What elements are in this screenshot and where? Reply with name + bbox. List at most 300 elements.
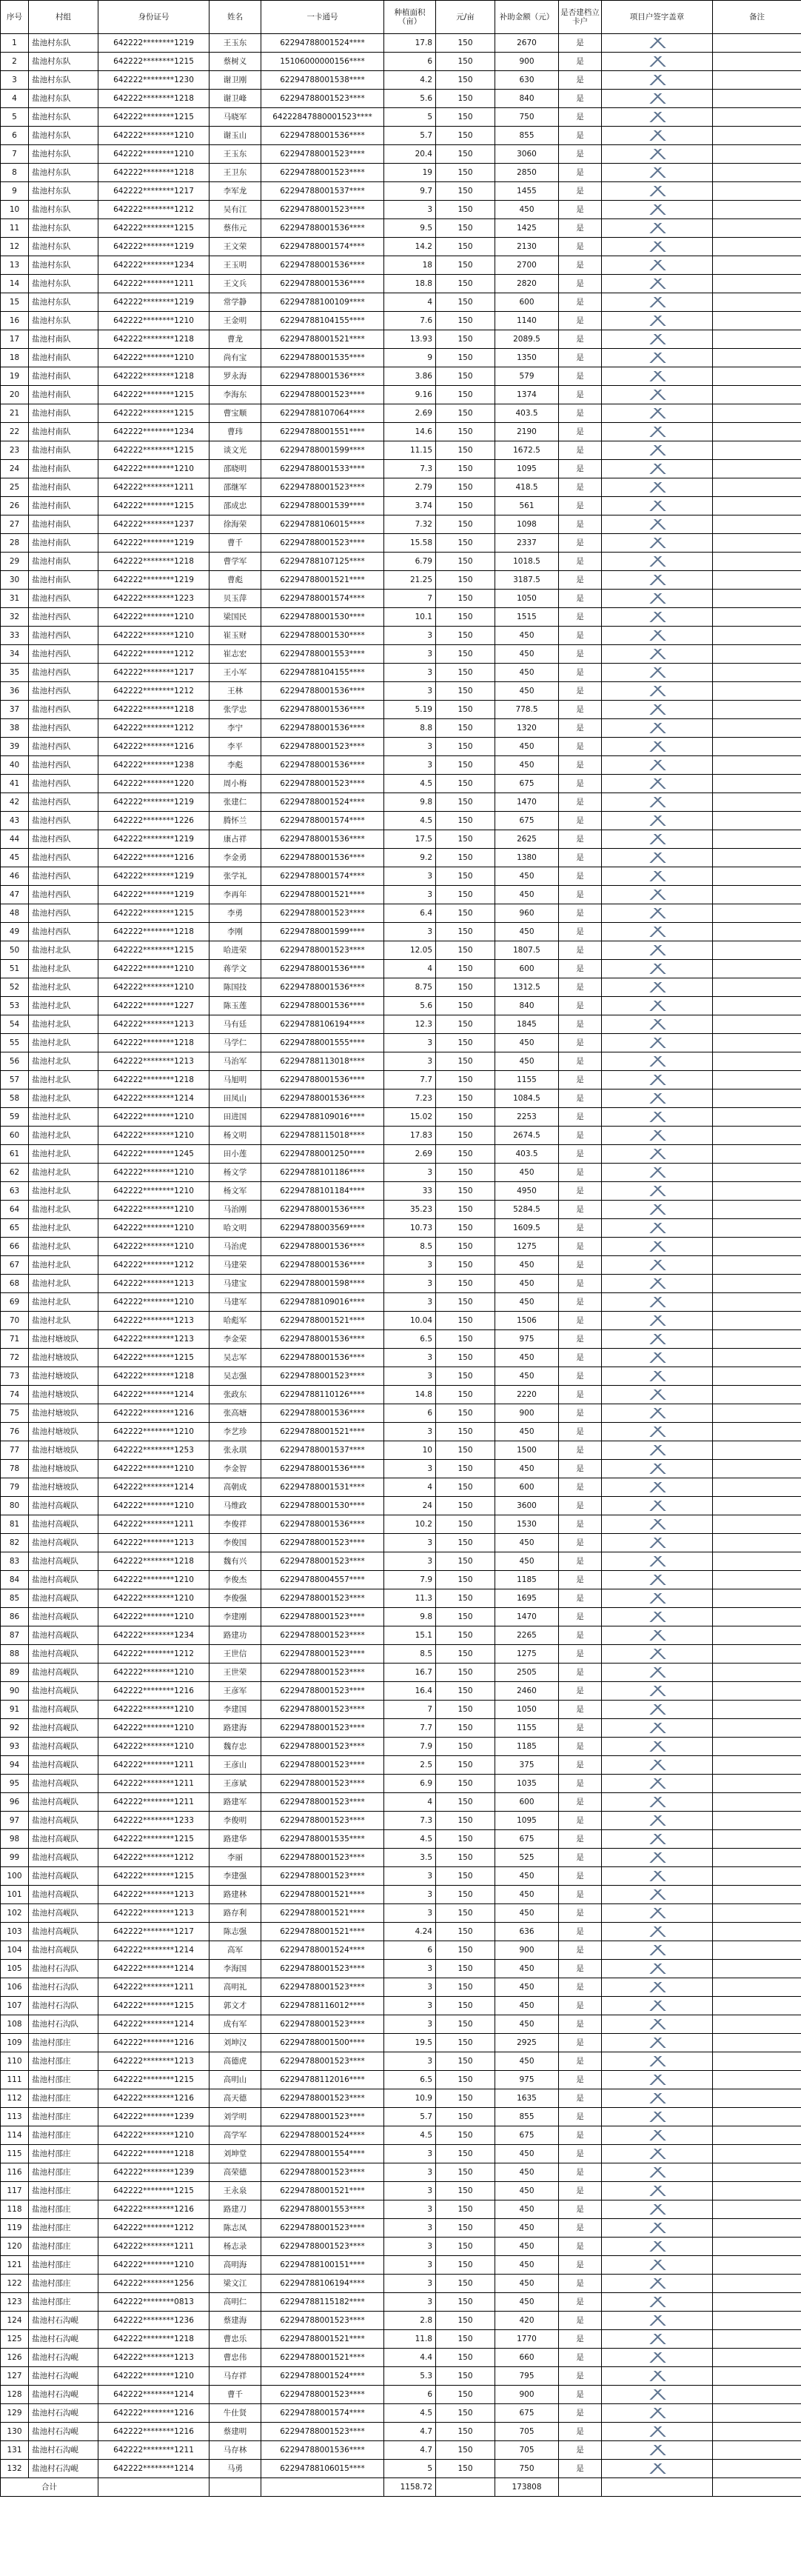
planting-area-cell: 16.4 [384,1682,436,1701]
row-index-cell: 53 [1,997,29,1015]
planting-area-cell: 3 [384,1367,436,1386]
handwritten-signature-mark [648,1112,666,1122]
subsidy-amount-cell: 975 [495,2071,559,2089]
row-index-cell: 68 [1,1275,29,1293]
village-group-cell: 盐池村北队 [29,1071,98,1090]
id-number-cell: 642222********1215 [98,2182,210,2200]
row-index-cell: 33 [1,627,29,645]
unit-price-cell: 150 [436,349,495,367]
unit-price-cell: 150 [436,812,495,830]
subsidy-amount-cell: 1609.5 [495,1219,559,1238]
poverty-registered-cell: 是 [559,1404,602,1423]
id-number-cell: 642222********1215 [98,441,210,460]
handwritten-signature-mark [648,1019,666,1030]
signature-cell [602,1682,713,1701]
handwritten-signature-mark [648,445,666,456]
subsidy-amount-cell: 2700 [495,256,559,275]
table-row [1,312,801,330]
id-number-cell: 642222********1210 [98,1423,210,1441]
handwritten-signature-mark [648,871,666,881]
village-group-cell: 盐池村东队 [29,71,98,90]
village-group-cell: 盐池村石沟岘 [29,2423,98,2441]
poverty-registered-cell: 是 [559,2108,602,2126]
signature-cell [602,2367,713,2386]
unit-price-cell: 150 [436,71,495,90]
id-number-cell: 642222********1215 [98,904,210,923]
unit-price-cell: 150 [436,275,495,293]
table-row [1,441,801,460]
planting-area-cell: 9.8 [384,1608,436,1626]
handwritten-signature-mark [648,371,666,381]
signature-cell [602,515,713,534]
id-number-cell: 642222********1216 [98,1404,210,1423]
unit-price-cell: 150 [436,2293,495,2312]
signature-cell [602,1238,713,1256]
table-row [1,960,801,978]
handwritten-signature-mark [648,2315,666,2326]
card-number-cell: 62294788001523**** [261,2312,384,2330]
handwritten-signature-mark [648,556,666,567]
village-group-cell: 盐池村南队 [29,330,98,349]
table-row [1,1793,801,1812]
village-group-cell: 盐池村塘坡队 [29,1423,98,1441]
handwritten-signature-mark [648,2056,666,2066]
unit-price-cell: 150 [436,2404,495,2423]
total-blank-cell [559,2478,602,2497]
poverty-registered-cell: 是 [559,1867,602,1886]
remarks-cell [713,53,801,71]
remarks-cell [713,2015,801,2034]
poverty-registered-cell: 是 [559,182,602,201]
id-number-cell: 642222********1210 [98,312,210,330]
signature-cell [602,1052,713,1071]
village-group-cell: 盐池村西队 [29,849,98,867]
row-index-cell: 60 [1,1127,29,1145]
table-row [1,775,801,793]
id-number-cell: 642222********1215 [98,1830,210,1849]
table-row [1,2293,801,2312]
name-cell: 曹千 [210,2386,261,2404]
table-row [1,867,801,886]
table-row [1,1812,801,1830]
unit-price-cell: 150 [436,534,495,553]
unit-price-cell: 150 [436,2349,495,2367]
remarks-cell [713,886,801,904]
unit-price-cell: 150 [436,145,495,164]
id-number-cell: 642222********1210 [98,1108,210,1127]
poverty-registered-cell: 是 [559,1515,602,1534]
card-number-cell: 62294788001523**** [261,145,384,164]
remarks-cell [713,1645,801,1664]
id-number-cell: 642222********1214 [98,2386,210,2404]
card-number-cell: 62294788001521**** [261,1886,384,1904]
id-number-cell: 642222********1210 [98,2256,210,2275]
signature-cell [602,460,713,478]
subsidy-amount-cell: 450 [495,923,559,941]
subsidy-amount-cell: 1035 [495,1775,559,1793]
table-row [1,145,801,164]
handwritten-signature-mark [648,1704,666,1715]
remarks-cell [713,960,801,978]
handwritten-signature-mark [648,612,666,622]
id-number-cell: 642222********1223 [98,590,210,608]
handwritten-signature-mark [648,1260,666,1270]
card-number-cell: 62294788001523**** [261,2423,384,2441]
unit-price-cell: 150 [436,1904,495,1923]
remarks-cell [713,1701,801,1719]
village-group-cell: 盐池村北队 [29,941,98,960]
remarks-cell [713,1386,801,1404]
planting-area-cell: 7.32 [384,515,436,534]
id-number-cell: 642222********1219 [98,571,210,590]
handwritten-signature-mark [648,1519,666,1529]
signature-cell [602,941,713,960]
name-cell: 杨志录 [210,2238,261,2256]
unit-price-cell: 150 [436,849,495,867]
row-index-cell: 115 [1,2145,29,2163]
planting-area-cell: 4.2 [384,71,436,90]
signature-cell [602,812,713,830]
id-number-cell: 642222********1212 [98,201,210,219]
card-number-cell: 15106000000156**** [261,53,384,71]
planting-area-cell: 3 [384,1423,436,1441]
subsidy-amount-cell: 1095 [495,1812,559,1830]
planting-area-cell: 5.7 [384,2108,436,2126]
unit-price-cell: 150 [436,2312,495,2330]
unit-price-cell: 150 [436,2089,495,2108]
unit-price-cell: 150 [436,2182,495,2200]
signature-cell [602,441,713,460]
village-group-cell: 盐池村北队 [29,1164,98,1182]
handwritten-signature-mark [648,2241,666,2252]
unit-price-cell: 150 [436,1127,495,1145]
village-group-cell: 盐池村石沟队 [29,1997,98,2015]
poverty-registered-cell: 是 [559,849,602,867]
handwritten-signature-mark [648,1464,666,1474]
card-number-cell: 64222847880001523**** [261,108,384,127]
name-cell: 蒋学文 [210,960,261,978]
remarks-cell [713,1682,801,1701]
remarks-cell [713,2293,801,2312]
remarks-cell [713,1182,801,1201]
subsidy-amount-cell: 450 [495,1534,559,1552]
id-number-cell: 642222********1214 [98,2015,210,2034]
signature-cell [602,2126,713,2145]
poverty-registered-cell: 是 [559,293,602,312]
handwritten-signature-mark [648,1667,666,1678]
row-index-cell: 22 [1,423,29,441]
subsidy-amount-cell: 636 [495,1923,559,1941]
id-number-cell: 642222********1234 [98,256,210,275]
id-number-cell: 642222********1211 [98,2441,210,2460]
subsidy-amount-cell: 2820 [495,275,559,293]
handwritten-signature-mark [648,1186,666,1196]
poverty-registered-cell: 是 [559,1997,602,2015]
remarks-cell [713,1349,801,1367]
poverty-registered-cell: 是 [559,1034,602,1052]
row-index-cell: 80 [1,1497,29,1515]
total-blank-cell [436,2478,495,2497]
name-cell: 王文荣 [210,238,261,256]
subsidy-amount-cell: 450 [495,2275,559,2293]
poverty-registered-cell: 是 [559,571,602,590]
handwritten-signature-mark [648,982,666,992]
poverty-registered-cell: 是 [559,2126,602,2145]
id-number-cell: 642222********1219 [98,238,210,256]
name-cell: 哈进荣 [210,941,261,960]
poverty-registered-cell: 是 [559,886,602,904]
card-number-cell: 62294788001523**** [261,386,384,404]
remarks-cell [713,127,801,145]
row-index-cell: 13 [1,256,29,275]
subsidy-amount-cell: 450 [495,2145,559,2163]
remarks-cell [713,2052,801,2071]
table-row [1,2034,801,2052]
unit-price-cell: 150 [436,867,495,886]
id-number-cell: 642222********1219 [98,867,210,886]
card-number-cell: 62294788001523**** [261,201,384,219]
id-number-cell: 642222********1213 [98,1052,210,1071]
planting-area-cell: 18.8 [384,275,436,293]
card-number-cell: 62294788003569**** [261,1219,384,1238]
id-number-cell: 642222********1219 [98,830,210,849]
village-group-cell: 盐池村东队 [29,219,98,238]
village-group-cell: 盐池村邵庄 [29,2200,98,2219]
row-index-cell: 4 [1,90,29,108]
table-row [1,886,801,904]
unit-price-cell: 150 [436,1867,495,1886]
table-row [1,164,801,182]
planting-area-cell: 2.8 [384,2312,436,2330]
subsidy-amount-cell: 450 [495,1460,559,1478]
subsidy-amount-cell: 450 [495,1960,559,1978]
village-group-cell: 盐池村邵庄 [29,2034,98,2052]
planting-area-cell: 14.6 [384,423,436,441]
village-group-cell: 盐池村塘坡队 [29,1460,98,1478]
poverty-registered-cell: 是 [559,2071,602,2089]
planting-area-cell: 7.9 [384,1571,436,1589]
poverty-registered-cell: 是 [559,1756,602,1775]
handwritten-signature-mark [648,927,666,937]
row-index-cell: 52 [1,978,29,997]
id-number-cell: 642222********1226 [98,812,210,830]
planting-area-cell: 6 [384,53,436,71]
remarks-cell [713,2256,801,2275]
name-cell: 路建刀 [210,2200,261,2219]
card-number-cell: 62294788001553**** [261,2200,384,2219]
unit-price-cell: 150 [436,571,495,590]
card-number-cell: 62294788001523**** [261,534,384,553]
signature-cell [602,2441,713,2460]
signature-cell [602,553,713,571]
remarks-cell [713,1330,801,1349]
row-index-cell: 20 [1,386,29,404]
handwritten-signature-mark [648,1889,666,1900]
card-number-cell: 62294788001536**** [261,682,384,701]
card-number-cell: 62294788001598**** [261,1275,384,1293]
signature-cell [602,2071,713,2089]
card-number-cell: 62294788001536**** [261,1515,384,1534]
id-number-cell: 642222********1218 [98,701,210,719]
table-row [1,904,801,923]
remarks-cell [713,1090,801,1108]
name-cell: 田小莲 [210,1145,261,1164]
table-row [1,1978,801,1997]
unit-price-cell: 150 [436,2126,495,2145]
subsidy-amount-cell: 450 [495,1904,559,1923]
table-row [1,664,801,682]
table-row [1,1182,801,1201]
planting-area-cell: 4 [384,1478,436,1497]
row-index-cell: 120 [1,2238,29,2256]
row-index-cell: 90 [1,1682,29,1701]
village-group-cell: 盐池村东队 [29,238,98,256]
village-group-cell: 盐池村北队 [29,1293,98,1312]
row-index-cell: 31 [1,590,29,608]
handwritten-signature-mark [648,1797,666,1807]
id-number-cell: 642222********1239 [98,2163,210,2182]
id-number-cell: 642222********1210 [98,460,210,478]
signature-cell [602,1515,713,1534]
subsidy-amount-cell: 450 [495,664,559,682]
unit-price-cell: 150 [436,1256,495,1275]
table-row [1,627,801,645]
remarks-cell [713,71,801,90]
unit-price-cell: 150 [436,1219,495,1238]
name-cell: 路建功 [210,1626,261,1645]
name-cell: 马晓军 [210,108,261,127]
subsidy-amount-cell: 1380 [495,849,559,867]
subsidy-amount-cell: 600 [495,1793,559,1812]
subsidy-amount-cell: 795 [495,2367,559,2386]
name-cell: 马治刚 [210,1201,261,1219]
remarks-cell [713,1052,801,1071]
subsidy-amount-cell: 1312.5 [495,978,559,997]
name-cell: 李刚 [210,923,261,941]
village-group-cell: 盐池村高岘队 [29,1812,98,1830]
id-number-cell: 642222********1214 [98,2460,210,2478]
subsidy-amount-cell: 1050 [495,590,559,608]
name-cell: 高荣德 [210,2163,261,2182]
row-index-cell: 105 [1,1960,29,1978]
village-group-cell: 盐池村邵庄 [29,2145,98,2163]
subsidy-amount-cell: 3060 [495,145,559,164]
name-cell: 陈国技 [210,978,261,997]
handwritten-signature-mark [648,1056,666,1067]
table-row [1,756,801,775]
table-row [1,108,801,127]
signature-cell [602,1867,713,1886]
poverty-registered-cell: 是 [559,145,602,164]
name-cell: 李俊国 [210,1534,261,1552]
unit-price-cell: 150 [436,256,495,275]
id-number-cell: 642222********1227 [98,997,210,1015]
unit-price-cell: 150 [436,1719,495,1738]
handwritten-signature-mark [648,1167,666,1178]
remarks-cell [713,1164,801,1182]
unit-price-cell: 150 [436,1923,495,1941]
row-index-cell: 72 [1,1349,29,1367]
row-index-cell: 102 [1,1904,29,1923]
table-row [1,701,801,719]
card-number-cell: 62294788001536**** [261,1330,384,1349]
card-number-cell: 62294788001523**** [261,1849,384,1867]
remarks-cell [713,2182,801,2200]
unit-price-cell: 150 [436,2015,495,2034]
name-cell: 李俊杰 [210,1571,261,1589]
remarks-cell [713,1127,801,1145]
planting-area-cell: 5.3 [384,2367,436,2386]
signature-cell [602,997,713,1015]
remarks-cell [713,1923,801,1941]
poverty-registered-cell: 是 [559,404,602,423]
poverty-registered-cell: 是 [559,2367,602,2386]
planting-area-cell: 4.5 [384,775,436,793]
unit-price-cell: 150 [436,1756,495,1775]
signature-cell [602,738,713,756]
signature-cell [602,2034,713,2052]
row-index-cell: 108 [1,2015,29,2034]
id-number-cell: 642222********1216 [98,1682,210,1701]
id-number-cell: 642222********1215 [98,1997,210,2015]
subsidy-amount-cell: 450 [495,201,559,219]
planting-area-cell: 3 [384,2219,436,2238]
village-group-cell: 盐池村邵庄 [29,2238,98,2256]
planting-area-cell: 3.74 [384,497,436,515]
planting-area-cell: 10.9 [384,2089,436,2108]
id-number-cell: 642222********1211 [98,275,210,293]
row-index-cell: 29 [1,553,29,571]
planting-area-cell: 3 [384,1534,436,1552]
unit-price-cell: 150 [436,2330,495,2349]
row-index-cell: 45 [1,849,29,867]
village-group-cell: 盐池村东队 [29,275,98,293]
unit-price-cell: 150 [436,386,495,404]
row-index-cell: 51 [1,960,29,978]
remarks-cell [713,1738,801,1756]
village-group-cell: 盐池村塘坡队 [29,1386,98,1404]
subsidy-amount-cell: 450 [495,756,559,775]
table-body [1,34,801,2478]
card-number-cell: 62294788001536**** [261,701,384,719]
signature-cell [602,2460,713,2478]
remarks-cell [713,2386,801,2404]
planting-area-cell: 6.4 [384,904,436,923]
poverty-registered-cell: 是 [559,682,602,701]
total-blank-cell [713,2478,801,2497]
signature-cell [602,1497,713,1515]
table-row [1,71,801,90]
subsidy-amount-cell: 450 [495,2052,559,2071]
remarks-cell [713,2404,801,2423]
unit-price-cell: 150 [436,682,495,701]
table-row [1,1682,801,1701]
handwritten-signature-mark [648,2297,666,2307]
signature-cell [602,349,713,367]
signature-cell [602,1349,713,1367]
table-row [1,923,801,941]
village-group-cell: 盐池村北队 [29,978,98,997]
name-cell: 陈志凤 [210,2219,261,2238]
name-cell: 尚有宝 [210,349,261,367]
table-row [1,2238,801,2256]
signature-cell [602,1608,713,1626]
unit-price-cell: 150 [436,1330,495,1349]
village-group-cell: 盐池村高岘队 [29,1867,98,1886]
remarks-cell [713,701,801,719]
poverty-registered-cell: 是 [559,1145,602,1164]
id-number-cell: 642222********1216 [98,738,210,756]
